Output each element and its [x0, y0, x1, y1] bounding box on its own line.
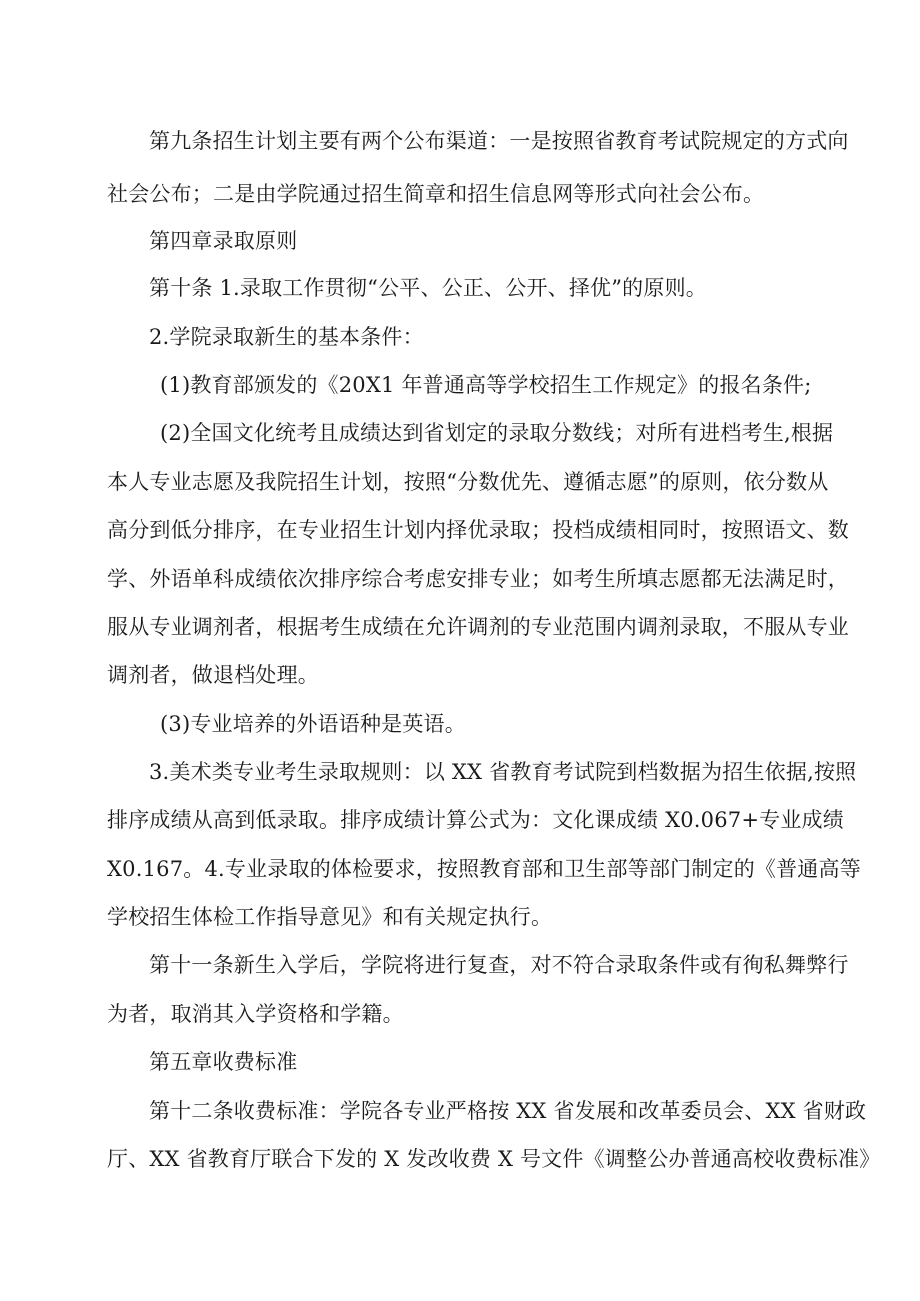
text-line-art-admission-start: 3.美术类专业考生录取规则：以 XX 省教育考试院到档数据为招生依据,按照 — [149, 760, 857, 784]
chapter-heading-5: 第五章收费标准 — [149, 1050, 298, 1074]
text-line-condition-2: 高分到低分排序，在专业招生计划内择优录取；投档成绩相同时，按照语文、数 — [107, 518, 849, 542]
text-line-art-admission-end: 学校招生体检工作指导意见》和有关规定执行。 — [107, 905, 553, 929]
text-line-article-11-end: 为者，取消其入学资格和学籍。 — [107, 1002, 404, 1026]
text-line-condition-3: (3)专业培养的外语语种是英语。 — [160, 712, 466, 736]
chapter-heading-4: 第四章录取原则 — [149, 229, 298, 253]
text-line-condition-2-start: (2)全国文化统考且成绩达到省划定的录取分数线；对所有进档考生,根据 — [160, 421, 834, 445]
text-line-condition-2: 服从专业调剂者，根据考生成绩在允许调剂的专业范围内调剂录取，不服从专业 — [107, 615, 849, 639]
text-line-article-9-end: 社会公布；二是由学院通过招生简章和招生信息网等形式向社会公布。 — [107, 182, 765, 206]
text-line-article-9-start: 第九条招生计划主要有两个公布渠道：一是按照省教育考试院规定的方式向 — [149, 129, 849, 153]
text-line-basic-conditions: 2.学院录取新生的基本条件： — [149, 325, 424, 349]
text-line-article-12-start: 第十二条收费标准：学院各专业严格按 XX 省发展和改革委员会、XX 省财政 — [149, 1099, 867, 1123]
text-line-condition-2-end: 调剂者，做退档处理。 — [107, 663, 319, 687]
text-line-condition-2: 本人专业志愿及我院招生计划，按照“分数优先、遵循志愿”的原则，依分数从 — [107, 470, 829, 494]
text-line-article-10: 第十条 1.录取工作贯彻“公平、公正、公开、择优”的原则。 — [149, 276, 707, 300]
text-line-condition-2: 学、外语单科成绩依次排序综合考虑安排专业；如考生所填志愿都无法满足时， — [107, 567, 849, 591]
text-line-article-11-start: 第十一条新生入学后，学院将进行复查，对不符合录取条件或有徇私舞弊行 — [149, 953, 849, 977]
text-line-article-12: 厅、XX 省教育厅联合下发的 X 发改收费 X 号文件《调整公办普通高校收费标准》 — [107, 1147, 881, 1171]
text-line-art-admission: 排序成绩从高到低录取。排序成绩计算公式为：文化课成绩 X0.067+专业成绩 — [107, 808, 844, 832]
text-line-art-admission: X0.167。4.专业录取的体检要求，按照教育部和卫生部等部门制定的《普通高等 — [107, 857, 861, 881]
text-line-condition-1: (1)教育部颁发的《20X1 年普通高等学校招生工作规定》的报名条件; — [160, 373, 812, 397]
